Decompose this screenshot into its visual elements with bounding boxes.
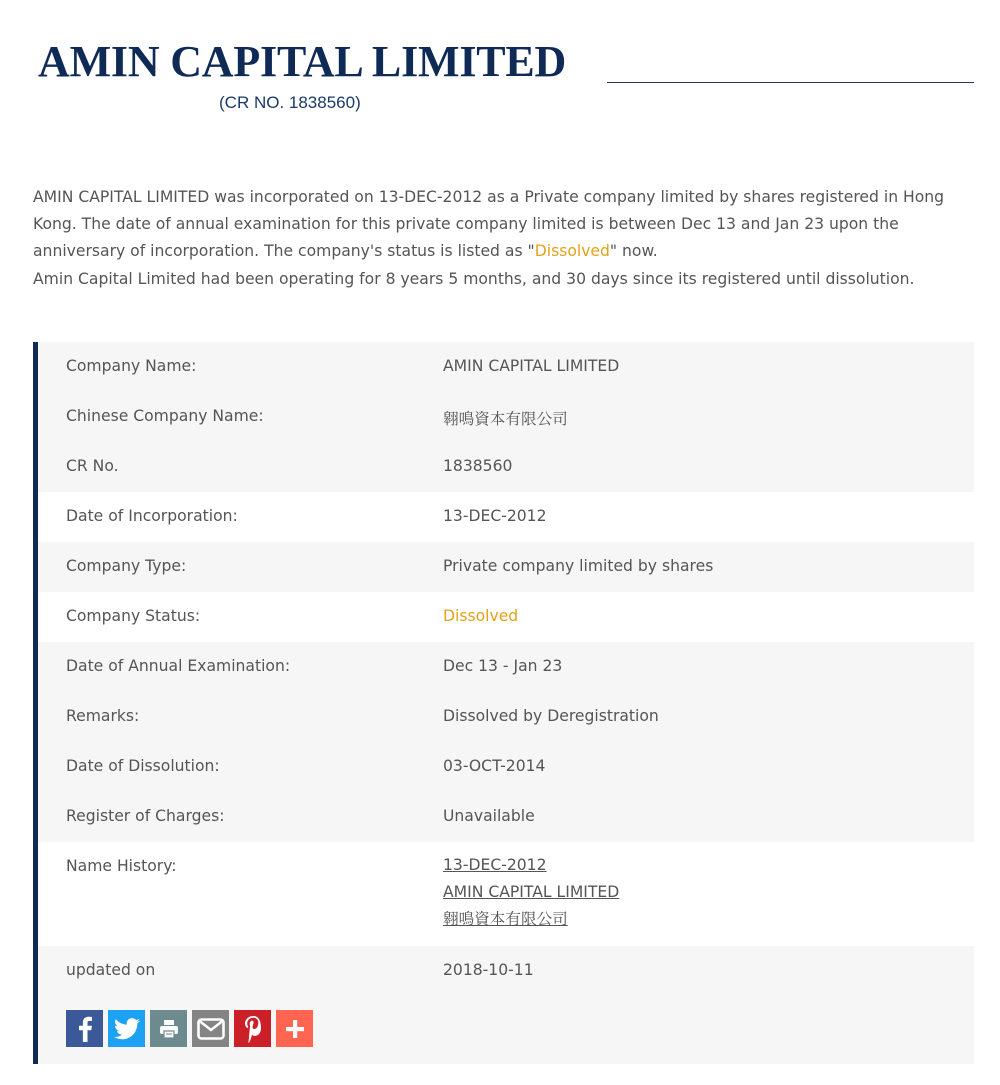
print-button[interactable] [150,1010,187,1047]
name-history-list [443,842,974,946]
detail-value: 1838560 [443,457,513,475]
detail-row-company-type [38,542,974,592]
detail-row-annual-examination [38,642,974,692]
detail-label: Register of Charges: [66,807,225,825]
detail-label: Date of Dissolution: [66,757,220,775]
company-details-table [33,342,974,1064]
detail-label: Company Type: [66,557,187,575]
detail-row-register-of-charges [38,792,974,842]
facebook-icon [77,1016,93,1042]
share-toolbar [66,1010,313,1047]
detail-row-updated-on [38,946,974,1064]
detail-label: Date of Annual Examination: [66,657,291,675]
detail-value: Dec 13 - Jan 23 [443,657,563,675]
detail-value: AMIN CAPITAL LIMITED [443,357,620,375]
envelope-icon [197,1018,225,1040]
share-pinterest-button[interactable] [234,1010,271,1047]
status-badge: Dissolved [443,607,519,625]
updated-date: 2018-10-11 [443,961,534,979]
detail-row-dissolution-date [38,742,974,792]
detail-value: 翱鳴資本有限公司 [443,410,568,428]
detail-label: Company Name: [66,357,197,375]
share-twitter-button[interactable] [108,1010,145,1047]
operating-duration-text: Amin Capital Limited had been operating for 8 years 5 months, and 30 days since its registered until dissolution. [33,269,915,288]
detail-label: CR No. [66,457,119,475]
detail-row-cr-no [38,442,974,492]
detail-row-incorporation-date [38,492,974,542]
page-header [0,0,1000,140]
summary-paragraph [33,184,968,266]
detail-label: Chinese Company Name: [66,407,264,425]
detail-label: Remarks: [66,707,140,725]
twitter-icon [114,1018,140,1040]
cr-number-subtitle: (CR NO. 1838560) [219,93,361,112]
detail-label: Date of Incorporation: [66,507,238,525]
detail-label: Name History: [66,857,177,875]
company-summary [33,184,968,293]
share-more-button[interactable] [276,1010,313,1047]
detail-value: Private company limited by shares [443,557,714,575]
summary-status: Dissolved [534,242,610,261]
detail-value: 13-DEC-2012 [443,507,547,525]
pinterest-icon [243,1015,263,1043]
detail-row-remarks [38,692,974,742]
detail-label: Company Status: [66,607,201,625]
plus-icon [285,1019,305,1039]
summary-text-end: " now. [609,242,658,261]
share-email-button[interactable] [192,1010,229,1047]
share-facebook-button[interactable] [66,1010,103,1047]
name-history-chinese-name-link[interactable]: 翱鳴資本有限公司 [443,910,568,928]
detail-label: updated on [66,961,156,979]
name-history-english-name-link[interactable]: AMIN CAPITAL LIMITED [443,883,620,901]
detail-value: Dissolved by Deregistration [443,707,659,725]
name-history-date-link[interactable]: 13-DEC-2012 [443,856,547,874]
detail-row-chinese-name [38,392,974,442]
detail-row-company-name [38,342,974,392]
header-divider [607,82,974,83]
page-title: AMIN CAPITAL LIMITED [38,37,567,86]
detail-value: Unavailable [443,807,535,825]
detail-row-company-status [38,592,974,642]
detail-row-name-history [38,842,974,946]
detail-value: 03-OCT-2014 [443,757,546,775]
printer-icon [158,1018,180,1040]
summary-text: AMIN CAPITAL LIMITED was incorporated on 13-DEC-2012 as a Private company limited by shares registered in Hong Kong. The date of annual examination for this private company limited is between Dec 13 and Jan 23 upon the anniversary of incorporation. The company's status is listed as " [33,188,945,261]
